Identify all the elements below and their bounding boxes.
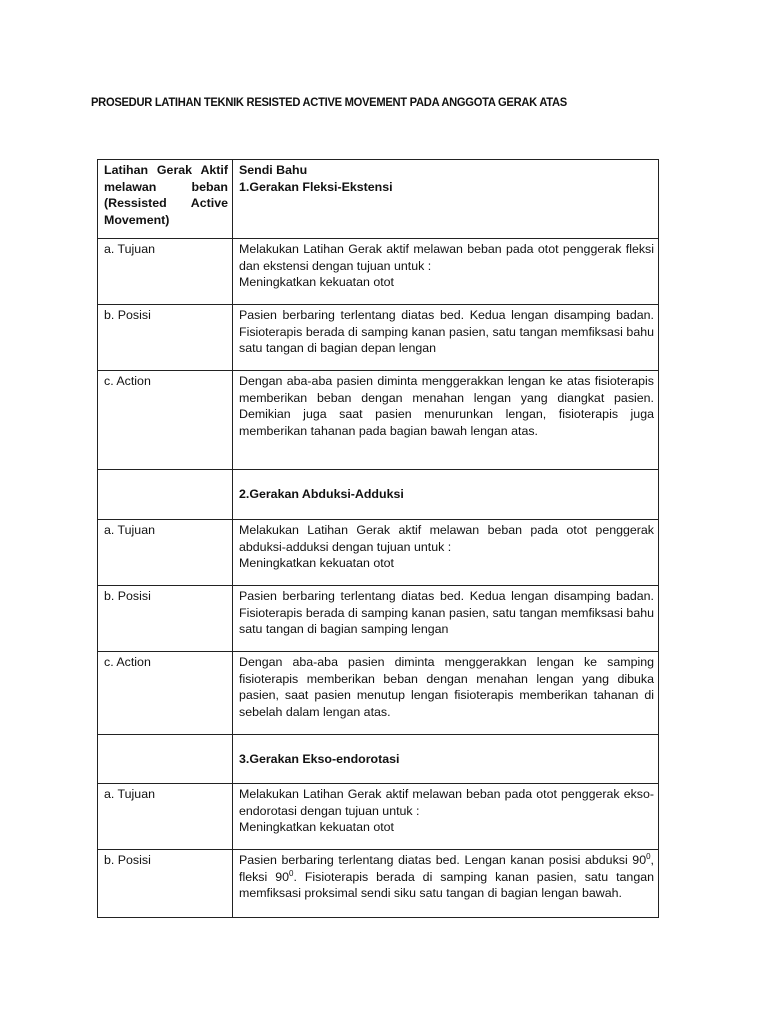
row-label: c. Action — [98, 371, 233, 470]
row-content — [233, 239, 659, 305]
row-label: b. Posisi — [98, 305, 233, 371]
row-text-part: Pasien berbaring terlentang diatas bed. Lengan kanan posisi abduksi 90 — [239, 853, 647, 867]
row-content — [233, 850, 659, 918]
degree-superscript: 0 — [646, 851, 651, 861]
section-title-3: 3.Gerakan Ekso-endorotasi — [233, 735, 659, 784]
row-text-part: , fleksi 90 — [239, 853, 654, 884]
row-content — [233, 520, 659, 586]
table-row — [98, 652, 659, 735]
table-row — [98, 371, 659, 470]
degree-superscript: 0 — [288, 868, 294, 878]
table-row — [98, 586, 659, 652]
header-right-cell — [233, 160, 659, 239]
section-title-row — [98, 470, 659, 520]
row-label: a. Tujuan — [98, 239, 233, 305]
section-title-1: 1.Gerakan Fleksi-Ekstensi — [239, 179, 393, 194]
row-content: Pasien berbaring terlentang diatas bed. Kedua lengan disamping badan. Fisioterapis berada di samping kanan pasien, satu tangan memfiksasi bahu satu tangan di bagian depan lengan — [233, 305, 659, 371]
procedure-table — [97, 159, 659, 918]
table-row — [98, 784, 659, 850]
row-label: a. Tujuan — [98, 520, 233, 586]
header-left-cell: Latihan Gerak Aktif melawan beban (Ressisted Active Movement) — [98, 160, 233, 239]
table-row — [98, 239, 659, 305]
row-text-goal: Meningkatkan kekuatan otot — [239, 820, 394, 834]
row-text: Melakukan Latihan Gerak aktif melawan beban pada otot penggerak fleksi dan ekstensi dengan tujuan untuk : — [239, 242, 654, 273]
table-row — [98, 520, 659, 586]
row-label: b. Posisi — [98, 586, 233, 652]
row-label: b. Posisi — [98, 850, 233, 918]
row-text: Melakukan Latihan Gerak aktif melawan beban pada otot penggerak ekso-endorotasi dengan tujuan untuk : — [239, 787, 654, 818]
row-label: c. Action — [98, 652, 233, 735]
joint-title: Sendi Bahu — [239, 163, 308, 177]
row-text-part: . Fisioterapis berada di samping kanan pasien, satu tangan memfiksasi proksimal sendi siku satu tangan di bagian lengan bawah. — [239, 869, 654, 900]
section-title-2: 2.Gerakan Abduksi-Adduksi — [233, 470, 659, 520]
empty-cell — [98, 735, 233, 784]
section-title-row — [98, 735, 659, 784]
row-text-goal: Meningkatkan kekuatan otot — [239, 275, 394, 289]
document-title: PROSEDUR LATIHAN TEKNIK RESISTED ACTIVE MOVEMENT PADA ANGGOTA GERAK ATAS — [91, 95, 567, 109]
table-header-row — [98, 160, 659, 239]
table-row — [98, 305, 659, 371]
row-content: Pasien berbaring terlentang diatas bed. Kedua lengan disamping badan. Fisioterapis berada di samping kanan pasien, satu tangan memfiksasi bahu satu tangan di bagian samping lengan — [233, 586, 659, 652]
row-text-goal: Meningkatkan kekuatan otot — [239, 556, 394, 570]
row-content: Dengan aba-aba pasien diminta menggerakkan lengan ke atas fisioterapis memberikan beban dengan menahan lengan yang diangkat pasien. Demikian juga saat pasien menurunkan lengan, fisioterapis juga memberikan tahanan pada bagian bawah lengan atas. — [233, 371, 659, 470]
row-label: a. Tujuan — [98, 784, 233, 850]
table-row — [98, 850, 659, 918]
empty-cell — [98, 470, 233, 520]
row-content — [233, 784, 659, 850]
row-text: Melakukan Latihan Gerak aktif melawan beban pada otot penggerak abduksi-adduksi dengan tujuan untuk : — [239, 523, 654, 554]
row-content: Dengan aba-aba pasien diminta menggerakkan lengan ke samping fisioterapis memberikan beban dengan menahan lengan yang dibuka pasien, saat pasien menutup lengan fisioterapis memberikan tahanan di sebelah dalam lengan atas. — [233, 652, 659, 735]
